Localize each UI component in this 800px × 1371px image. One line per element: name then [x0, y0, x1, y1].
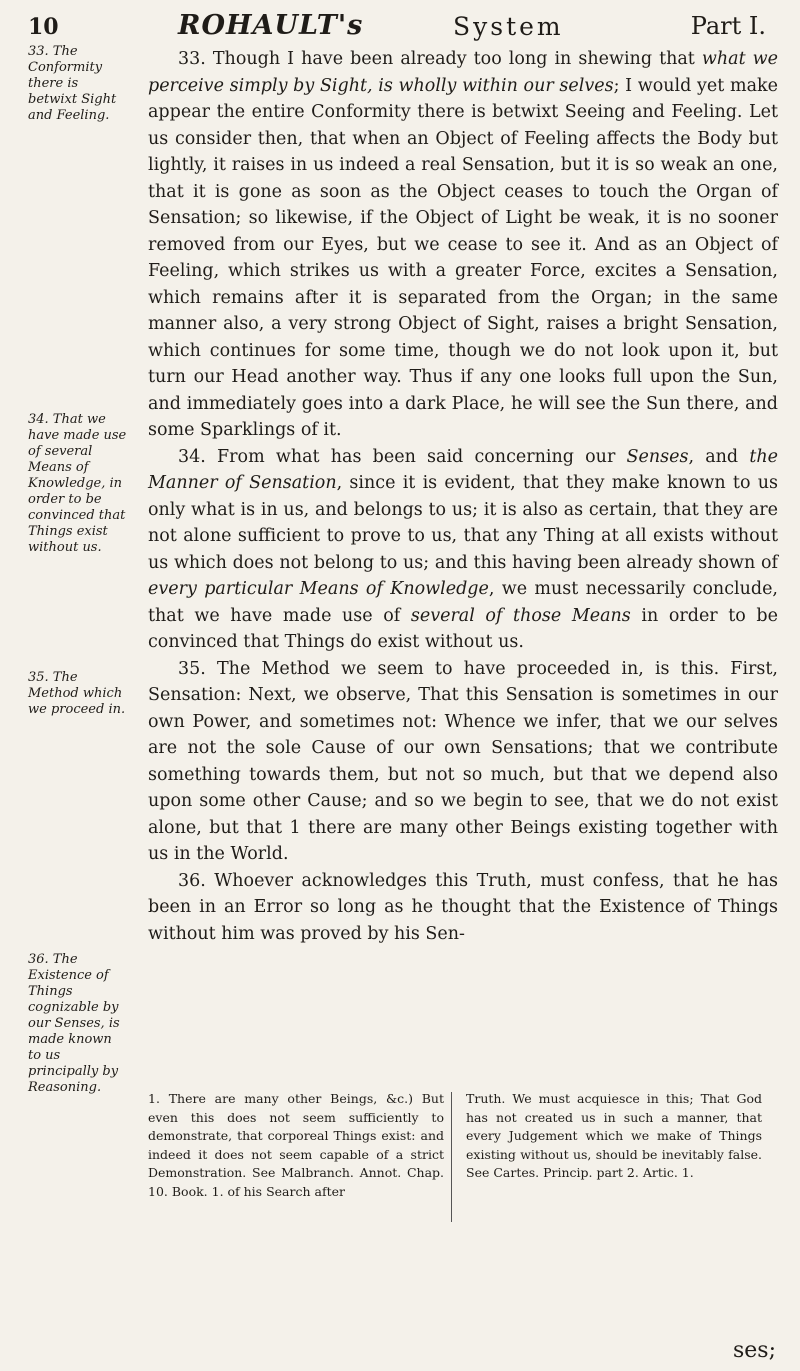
p34-italic-4: several of those Means — [410, 605, 631, 626]
p34-text-b: , and — [688, 446, 750, 467]
p34-italic-3: every particular Means of Knowledge — [148, 579, 489, 599]
margin-note-34: 34. That we have made use of several Means of Knowledge, in order to be convinced that Things exist without us. — [28, 412, 127, 555]
margin-note-33: 33. The Conformity there is betwixt Sight and Feeling. — [28, 44, 117, 123]
p33-italic: what we perceive simply by Sight, is wholly within our selves — [148, 49, 778, 96]
p34-text-a: 34. From what has been said concerning our — [178, 446, 627, 467]
running-system: System — [453, 12, 564, 41]
catchword: ses; — [732, 1338, 776, 1363]
footnote-divider — [451, 1092, 452, 1222]
running-title: ROHAULT's — [178, 10, 364, 41]
paragraph-35: 35. The Method we seem to have proceeded in, is this. First, Sensation: Next, we observe, That this Sensation is sometimes in our own Power, and sometimes not: Whence we infer, that we our selves are not the sole Cause of our own Sensations; that we contribute something towards them, but not so much, but that we depend also upon some other Cause; and so we begin to see, that we do not exist alone, but that 1 there are many other Beings existing together with us in the World. — [148, 658, 778, 864]
p34-text-d: , we must necessarily conclude, that we have made use of — [148, 579, 778, 626]
p33-text-a: 33. Though I have been already too long in shewing that — [178, 49, 702, 69]
p34-italic-1: Senses — [626, 446, 689, 467]
margin-note-35: 35. The Method which we proceed in. — [28, 670, 126, 717]
running-header — [28, 6, 774, 50]
running-part: Part I. — [690, 12, 766, 40]
paragraph-34 — [148, 444, 778, 656]
paragraph-33 — [148, 46, 778, 444]
main-text — [148, 46, 778, 947]
paragraph-36: 36. Whoever acknowledges this Truth, must confess, that he has been in an Error so long as he thought that the Existence of Things without him was proved by his Sen- — [148, 870, 778, 944]
margin-note-36: 36. The Existence of Things cognizable by our Senses, is made known to us principally by Reasoning. — [28, 952, 120, 1095]
p34-italic-2: the Manner of Sensation — [148, 446, 778, 493]
footnote-right: Truth. We must acquiesce in this; That God has not created us in such a manner, that every Judgement which we make of Things existing without us, should be inevitably false. See Cartes. Princip. part 2. Artic. 1. — [466, 1091, 762, 1180]
footnote-left: 1. There are many other Beings, &c.) But even this does not seem sufficiently to demonstrate, that corporeal Things exist: and indeed it does not seem capable of a strict Demonstration. See Malbranch. Annot. Chap. 10. Book. 1. of his Search after — [148, 1091, 444, 1199]
page-number: 10 — [28, 14, 59, 40]
p34-text-c: , since it is evident, that they make known to us only what is in us, and belongs to us; it is also as certain, that they are not alone sufficient to prove to us, that any Thing at all exists without us which does not belong to us; and this having been already shown of — [148, 473, 778, 573]
p33-text-b: ; I would yet make appear the entire Conformity there is betwixt Seeing and Feeling. Let us consider then, that when an Object of Feeling affects the Body but lightly, it raises in us indeed a real Sensation, but it is so weak an one, that it is gone as soon as the Object ceases to touch the Organ of Sensation; so likewise, if the Object of Light be weak, it is no sooner removed from our Eyes, but we cease to see it. And as an Object of Feeling, which strikes us with a greater Force, excites a Sensation, which remains after it is separated from the Organ; in the same manner also, a very strong Object of Sight, raises a bright Sensation, which continues for some time, though we do not look upon it, but turn our Head another way. Thus if any one looks full upon the Sun, and immediately goes into a dark Place, he will see the Sun there, and some Sparklings of it. — [148, 75, 778, 440]
p34-text-e: in order to be convinced that Things do exist without us. — [148, 605, 778, 652]
footnotes — [148, 1090, 778, 1330]
